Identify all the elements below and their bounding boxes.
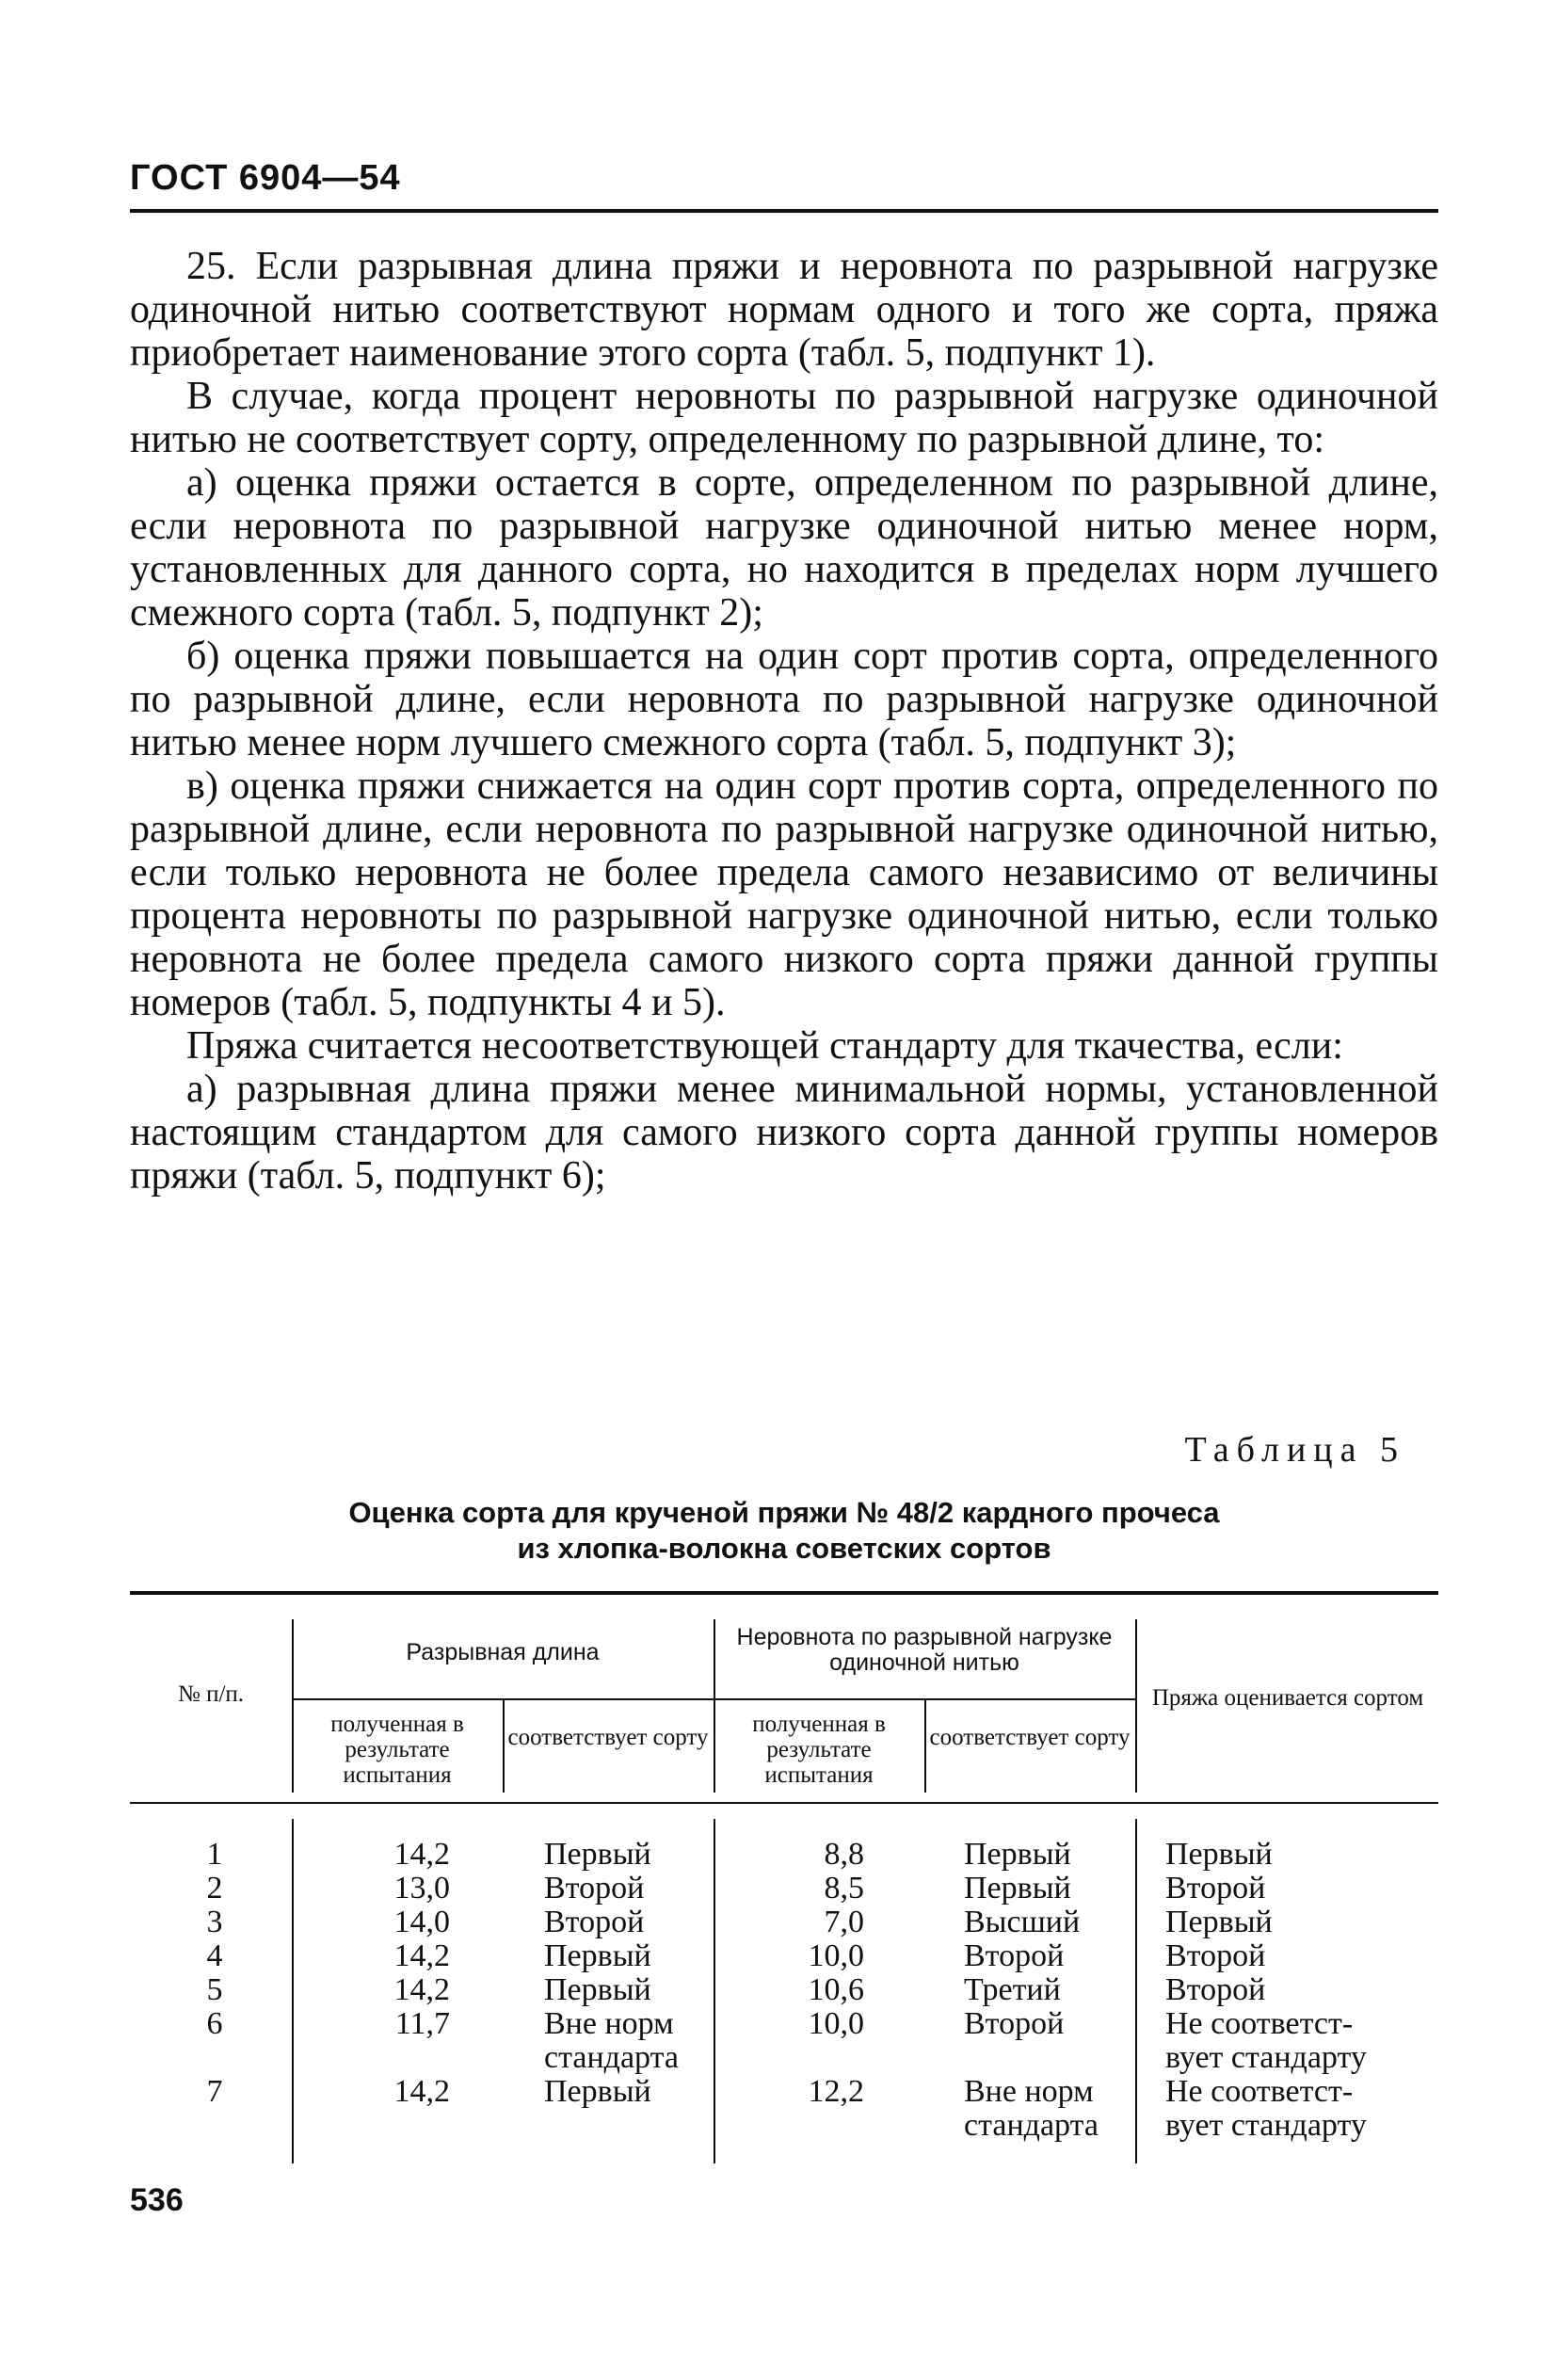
unevenness-value: 10,0 [808, 2006, 864, 2041]
unevenness-grade: Первый [964, 1871, 1071, 1906]
row-number: 2 [206, 1871, 223, 1906]
length-value: 14,2 [393, 1938, 450, 1973]
table-row [130, 1838, 1438, 1872]
header-matches-unevenness: соответствует сорту [929, 1725, 1131, 1750]
row-number: 3 [206, 1905, 223, 1939]
table-title [130, 1495, 1438, 1567]
length-value: 13,0 [393, 1871, 450, 1906]
table-row [130, 2075, 1438, 2143]
unevenness-grade: Второй [964, 2006, 1065, 2041]
length-value: 14,0 [393, 1905, 450, 1939]
unevenness-grade: Высший [964, 1905, 1081, 1939]
table-title-line1: Оценка сорта для крученой пряжи № 48/2 кардного прочеса [348, 1496, 1220, 1529]
unevenness-grade: Третий [964, 1972, 1061, 2007]
result-grade: Первый [1165, 1837, 1273, 1872]
length-value: 14,2 [393, 2074, 450, 2109]
unevenness-value: 10,0 [808, 1938, 864, 1973]
header-rule [130, 209, 1438, 213]
body-text [130, 245, 1438, 1198]
table-vline [292, 1619, 294, 1793]
table-vline [503, 1700, 505, 1793]
table-row [130, 1906, 1438, 1939]
header-grade: Пряжа оценивается сортом [1151, 1685, 1424, 1711]
result-grade: Первый [1165, 1905, 1273, 1939]
paragraph-nonconforming-a: а) разрывная длина пряжи менее минимальной нормы, установленной настоящим стандартом для самого низкого сорта данной группы номеров пряжи (табл. 5, подпункт 6); [130, 1068, 1438, 1198]
table-vline [1135, 1619, 1137, 1793]
table-vline [714, 1619, 715, 1793]
row-number: 6 [206, 2006, 223, 2041]
table-top-rule [130, 1591, 1438, 1595]
header-unevenness: Неровнота по разрывной нагрузке одиночной нитью [736, 1624, 1113, 1676]
row-number: 4 [206, 1938, 223, 1973]
table-header-rule [130, 1802, 1438, 1804]
paragraph-item-v: в) оценка пряжи снижается на один сорт против сорта, определенного по разрывной длине, если неровнота по разрывной нагрузке одиночной нитью, если только неровнота не более предела самого независимо от величины процента неровноты по разрывной нагрузке одиночной нитью, если только неровнота не более предела самого низкого сорта пряжи данной группы номеров (табл. 5, подпункты 4 и 5). [130, 764, 1438, 1024]
result-grade: Не соответст- [1165, 2006, 1354, 2041]
paragraph-25: 25. Если разрывная длина пряжи и неровнота по разрывной нагрузке одиночной нитью соответствуют нормам одного и того же сорта, пряжа приобретает наименование этого сорта (табл. 5, подпункт 1). [130, 245, 1438, 375]
length-value: 14,2 [393, 1972, 450, 2007]
unevenness-value: 7,0 [824, 1905, 864, 1939]
result-grade: Второй [1165, 1871, 1266, 1906]
table-title-line2: из хлопка-волокна советских сортов [517, 1532, 1051, 1565]
result-grade: вует стандарту [1165, 2108, 1367, 2143]
row-number: 1 [206, 1837, 223, 1872]
header-matches-length: соответствует сорту [507, 1725, 709, 1750]
table-caption: Таблица 5 [1184, 1430, 1405, 1470]
unevenness-grade: Вне норм [964, 2074, 1094, 2109]
length-grade: Первый [544, 1938, 651, 1973]
header-num: № п/п. [177, 1681, 245, 1707]
unevenness-grade: стандарта [964, 2108, 1099, 2143]
unevenness-value: 8,5 [824, 1871, 864, 1906]
unevenness-grade: Первый [964, 1837, 1071, 1872]
document-header: ГОСТ 6904—54 [130, 158, 401, 198]
unevenness-grade: Второй [964, 1938, 1065, 1973]
unevenness-value: 12,2 [808, 2074, 864, 2109]
length-value: 11,7 [394, 2006, 450, 2041]
table-header-subrule [292, 1698, 1135, 1700]
result-grade: Второй [1165, 1972, 1266, 2007]
length-grade: стандарта [544, 2040, 679, 2075]
paragraph-case: В случае, когда процент неровноты по разрывной нагрузке одиночной нитью не соответствует сорту, определенному по разрывной длине, то: [130, 375, 1438, 461]
header-obtained-unevenness: полученная в результате испытания [752, 1712, 886, 1788]
length-grade: Вне норм [544, 2006, 674, 2041]
unevenness-value: 8,8 [824, 1837, 864, 1872]
paragraph-item-a: а) оценка пряжи остается в сорте, определенном по разрывной длине, если неровнота по разрывной нагрузке одиночной нитью менее норм, установленных для данного сорта, но находится в пределах норм лучшего смежного сорта (табл. 5, подпункт 2); [130, 461, 1438, 635]
result-grade: Не соответст- [1165, 2074, 1354, 2109]
table-vline [924, 1700, 926, 1793]
page-number: 536 [130, 2182, 184, 2218]
table-row [130, 1939, 1438, 1973]
result-grade: Второй [1165, 1938, 1266, 1973]
length-grade: Второй [544, 1871, 645, 1906]
length-grade: Первый [544, 1972, 651, 2007]
unevenness-value: 10,6 [808, 1972, 864, 2007]
length-grade: Второй [544, 1905, 645, 1939]
table-row [130, 2007, 1438, 2075]
paragraph-item-b: б) оценка пряжи повышается на один сорт против сорта, определенного по разрывной длине, если неровнота по разрывной нагрузке одиночной нитью менее норм лучшего смежного сорта (табл. 5, подпункт 3); [130, 635, 1438, 764]
row-number: 5 [206, 1972, 223, 2007]
header-obtained-length: полученная в результате испытания [330, 1712, 464, 1788]
result-grade: вует стандарту [1165, 2040, 1367, 2075]
table-row [130, 1973, 1438, 2007]
length-grade: Первый [544, 1837, 651, 1872]
length-grade: Первый [544, 2074, 651, 2109]
header-breaking-length: Разрывная длина [406, 1639, 600, 1665]
row-number: 7 [206, 2074, 223, 2109]
length-value: 14,2 [393, 1837, 450, 1872]
paragraph-nonconforming: Пряжа считается несоответствующей стандарту для ткачества, если: [186, 1024, 1343, 1068]
table-row [130, 1872, 1438, 1906]
